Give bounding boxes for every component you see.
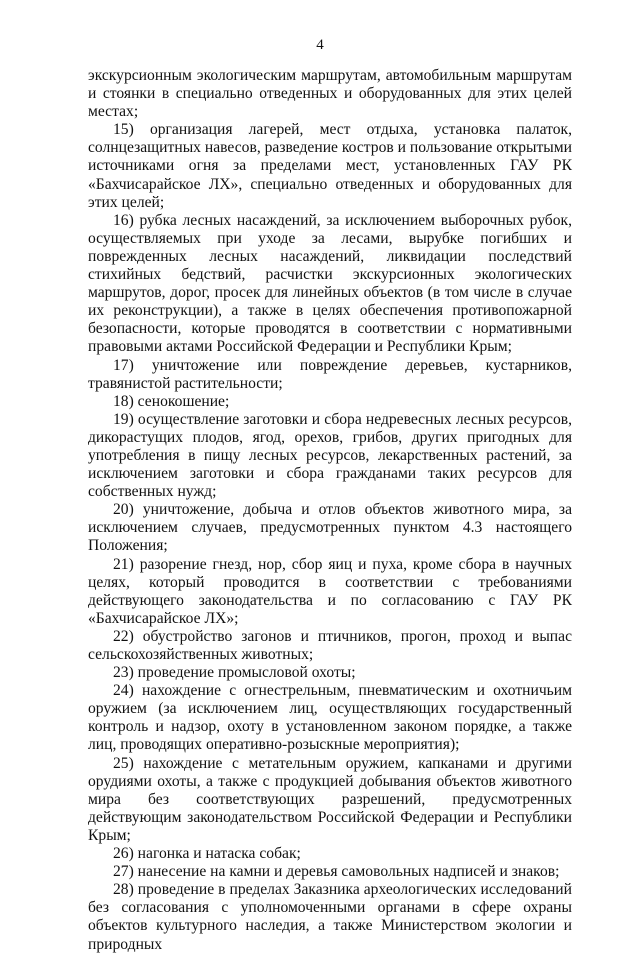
paragraph-item-25: 25) нахождение с метательным оружием, капканами и другими орудиями охоты, а также с продукцией добывания объектов животного мира без соответствующих разрешений, предусмотренных действующим законодательством Российской Федерации и Республики Крым; xyxy=(88,754,572,844)
paragraph-item-26: 26) нагонка и натаска собак; xyxy=(113,845,301,863)
paragraph-item-17: 17) уничтожение или повреждение деревьев, кустарников, травянистой растительности; xyxy=(88,356,572,392)
paragraph-item-19: 19) осуществление заготовки и сбора недревесных лесных ресурсов, дикорастущих плодов, ягод, орехов, грибов, других пригодных для употребления в пищу лесных ресурсов, лекарственных растений, за исключением заготовки и сбора гражданами таких ресурсов для собственных нужд; xyxy=(88,410,572,501)
paragraph-item-22: 22) обустройство загонов и птичников, прогон, проход и выпас сельскохозяйственных животных; xyxy=(88,627,572,663)
paragraph-item-21: 21) разорение гнезд, нор, сбор яиц и пуха, кроме сбора в научных целях, который проводится в соответствии с требованиями действующего законодательства и по согласованию с ГАУ РК «Бахчисарайское ЛХ»; xyxy=(88,555,572,627)
paragraph-item-15: 15) организация лагерей, мест отдыха, установка палаток, солнцезащитных навесов, разведение костров и пользование открытыми источниками огня за пределами мест, установленных ГАУ РК «Бахчисарайское ЛХ», специально отведенных и оборудованных для этих целей; xyxy=(88,121,572,211)
paragraph-item-28: 28) проведение в пределах Заказника археологических исследований без согласования с уполномоченными органами в сфере охраны объектов культурного наследия, а также Министерством экологии и природных xyxy=(88,881,572,953)
page-number: 4 xyxy=(316,37,324,53)
document-body xyxy=(88,67,572,954)
paragraph-item-20: 20) уничтожение, добыча и отлов объектов животного мира, за исключением случаев, предусмотренных пунктом 4.3 настоящего Положения; xyxy=(88,501,572,555)
paragraph-continuation: экскурсионным экологическим маршрутам, автомобильным маршрутам и стоянки в специально отведенных и оборудованных для этих целей местах; xyxy=(88,67,572,121)
paragraph-item-23: 23) проведение промысловой охоты; xyxy=(113,664,356,682)
paragraph-item-24: 24) нахождение с огнестрельным, пневматическим и охотничьим оружием (за исключением лиц, осуществляющих государственный контроль и надзор, охоту в установленном законом порядке, а также лиц, проводящих оперативно-розыскные мероприятия); xyxy=(88,682,572,754)
paragraph-item-18: 18) сенокошение; xyxy=(113,392,230,410)
paragraph-item-16: 16) рубка лесных насаждений, за исключением выборочных рубок, осуществляемых при уходе за лесами, вырубке погибших и поврежденных лесных насаждений, ликвидации последствий стихийных бедствий, расчистки экскурсионных экологических маршрутов, дорог, просек для линейных объектов (в том числе в случае их реконструкции), а также в целях обеспечения противопожарной безопасности, которые проводятся в соответствии с нормативными правовыми актами Российской Федерации и Республики Крым; xyxy=(88,211,572,356)
paragraph-item-27: 27) нанесение на камни и деревья самовольных надписей и знаков; xyxy=(113,863,560,881)
